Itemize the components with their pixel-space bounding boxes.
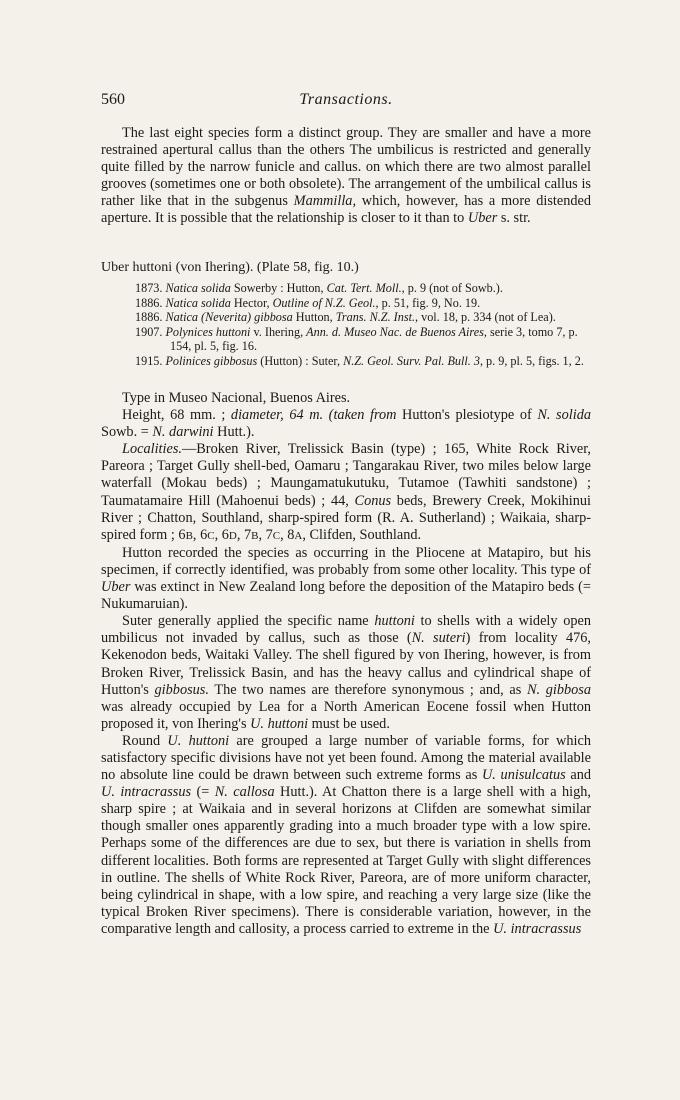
hutton-paragraph: Hutton recorded the species as occurring in the Pliocene at Matapiro, but his specimen, if correctly identified, was probably from some other locality. This type of Uber was extinct in New Zealand long before the deposition of the Matapiro beds (= Nukumaruian). bbox=[101, 544, 591, 613]
species-heading: Uber huttoni (von Ihering). (Plate 58, fig. 10.) bbox=[101, 260, 359, 275]
synonymy-entry: 1873. Natica solida Sowerby : Hutton, Cat. Tert. Moll., p. 9 (not of Sowb.). bbox=[135, 281, 503, 295]
synonymy-entry: 1886. Natica (Neverita) gibbosa Hutton, Trans. N.Z. Inst., vol. 18, p. 334 (not of Lea). bbox=[135, 310, 556, 325]
page-number: 560 bbox=[101, 91, 125, 108]
localities-paragraph: Localities.—Broken River, Trelissick Basin (type) ; 165, White Rock River, Pareora ; Target Gully shell-bed, Oamaru ; Tangarakau River, two miles below large waterfall (Mokau beds) ; Maungamatukutuku, Tutamoe (Tawhiti sandstone) ; Taumatamaire Hill (Mahoenui beds) ; 44, Conus beds, Brewery Creek, Mokihinui River ; Chatton, Southland, sharp-spired form (R. A. Sutherland) ; Waikaia, sharp-spired form ; 6B, 6C, 6D, 7B, 7C, 8A, Clifden, Southland. bbox=[101, 441, 591, 543]
intro-paragraph: The last eight species form a distinct group. They are smaller and have a more restrained apertural callus than the others The umbilicus is restricted and generally quite filled by the narrow funicle and callus. on which there are two almost parallel grooves (sometimes one or both obsolete). The arrangement of the umbilical callus is rather like that in the subgenus Mammilla, which, however, has a more distended aperture. It is possible that the relationship is closer to it than to Uber s. str. bbox=[101, 125, 591, 227]
intro-paragraph-block bbox=[101, 125, 591, 228]
synonymy-list bbox=[101, 281, 591, 369]
type-line: Type in Museo Nacional, Buenos Aires. bbox=[122, 390, 351, 406]
running-title: Transactions. bbox=[299, 91, 393, 108]
synonymy-entry: 1915. Polinices gibbosus (Hutton) : Suter, N.Z. Geol. Surv. Pal. Bull. 3, p. 9, pl. 5, figs. 1, 2. bbox=[135, 353, 584, 368]
main-text bbox=[101, 390, 591, 938]
page-header bbox=[101, 91, 591, 111]
synonymy-entry: 1907. Polynices huttoni v. Ihering, Ann. d. Museo Nac. de Buenos Aires, serie 3, tomo 7, p. 154, pl. 5, fig. 16. bbox=[135, 324, 578, 354]
height-line: Height, 68 mm. ; diameter, 64 m. (taken from Hutton's plesiotype of N. solida Sowb. = N. darwini Hutt.). bbox=[101, 407, 591, 441]
suter-paragraph: Suter generally applied the specific name huttoni to shells with a widely open umbilicus not invaded by callus, such as those (N. suteri) from locality 476, Kekenodon beds, Waitaki Valley. The shell figured by von Ihering, however, is from Broken River, Trelissick Basin, and has the heavy callus and cylindrical shape of Hutton's gibbosus. The two names are therefore synonymous ; and, as N. gibbosa was already occupied by Lea for a North American Eocene fossil when Hutton proposed it, von Ihering's U. huttoni must be used. bbox=[101, 613, 592, 732]
synonymy-entry: 1886. Natica solida Hector, Outline of N.Z. Geol., p. 51, fig. 9, No. 19. bbox=[135, 295, 481, 310]
round-paragraph: Round U. huttoni are grouped a large number of variable forms, for which satisfactory specific divisions have not yet been found. Among the material available no absolute line could be drawn between such extreme forms as U. unisulcatus and U. intracrassus (= N. callosa Hutt.). At Chatton there is a large shell with a high, sharp spire ; at Waikaia and in several horizons at Clifden are somewhat similar though smaller ones apparently grading into a much broader type with a low spire. Perhaps some of the differences are due to sex, but there is variation in shells from different localities. Both forms are represented at Target Gully with slight differences in outline. The shells of White Rock River, Pareora, are of more uniform character, being cylindrical in shape, with a low spire, and reaching a very large size (like the typical Broken River specimens). There is considerable variation, however, in the comparative length and callosity, a process carried to extreme in the U. intracrassus bbox=[101, 732, 592, 937]
